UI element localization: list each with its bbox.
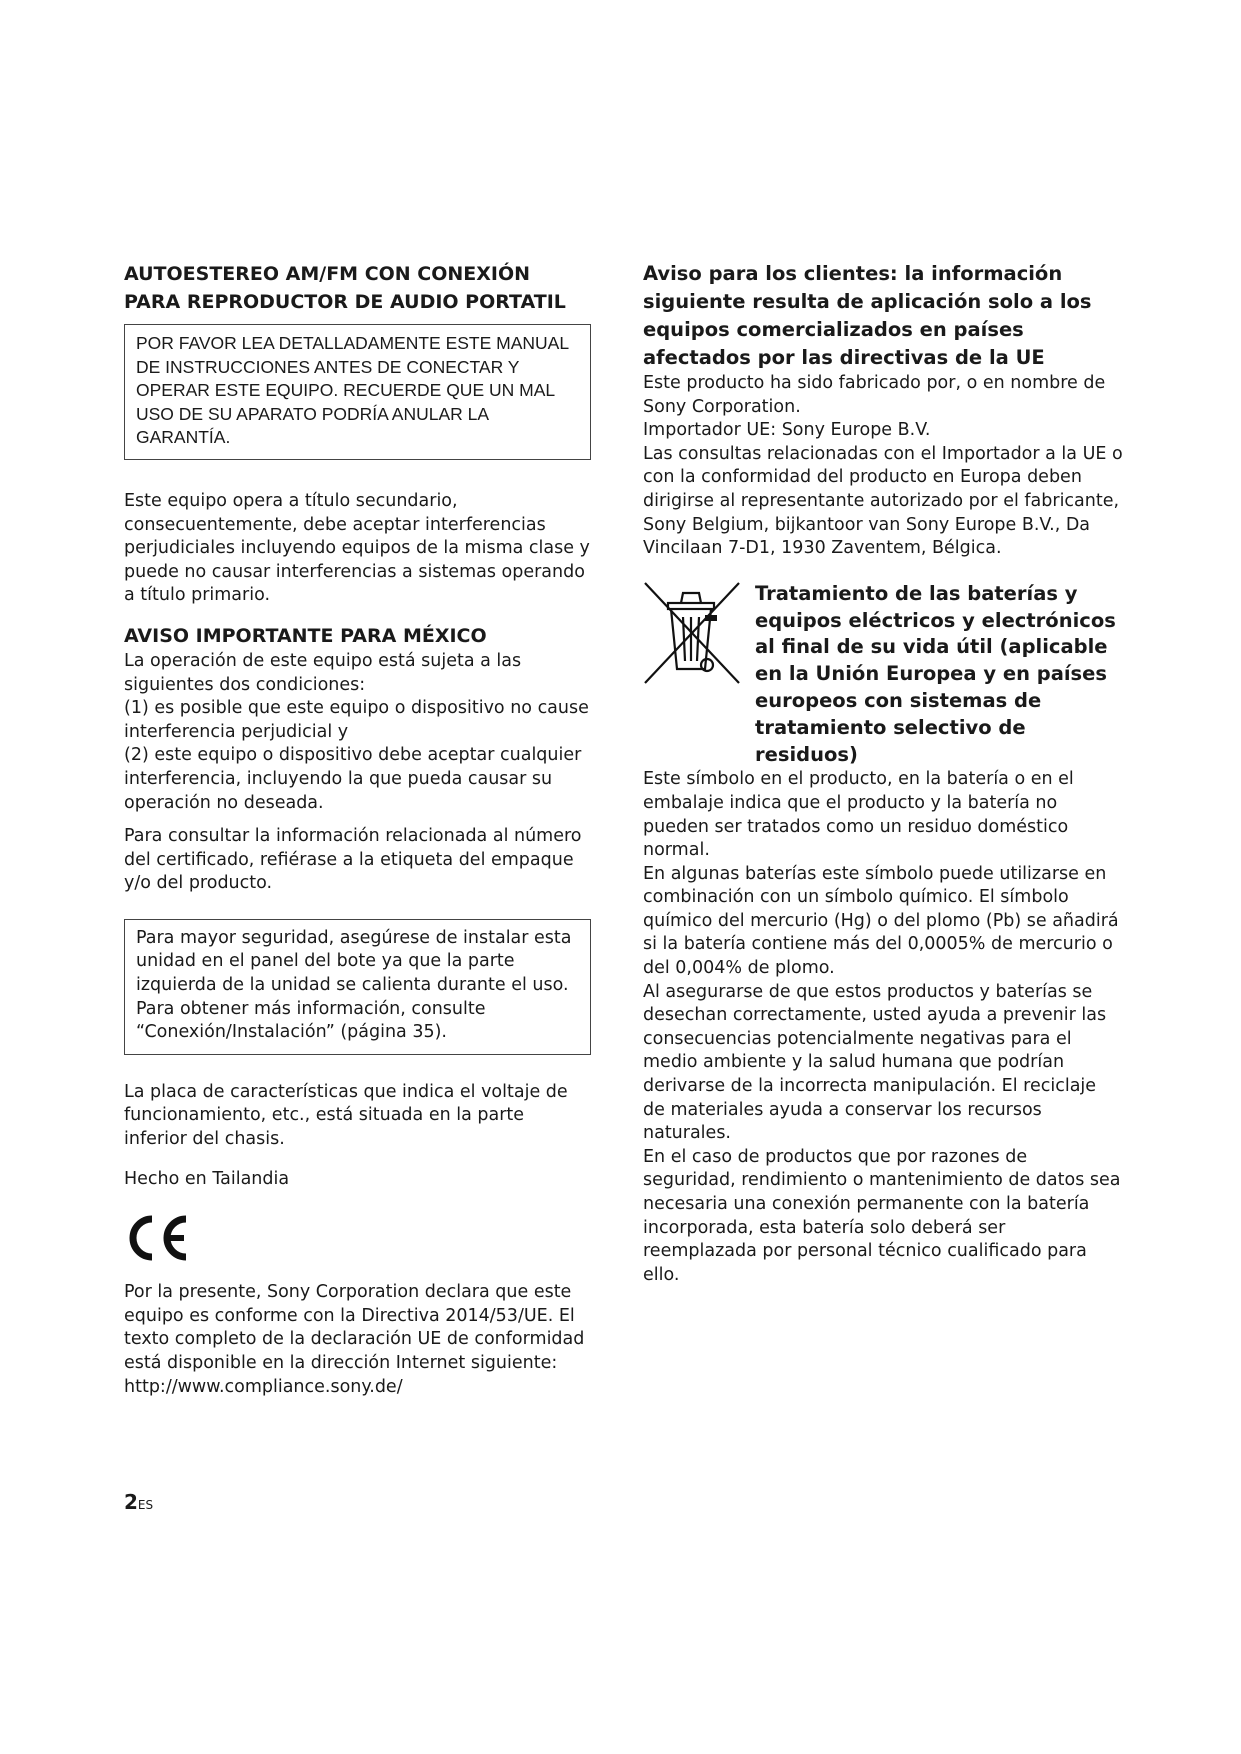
compliance-url: http://www.compliance.sony.de/: [124, 1376, 403, 1397]
right-column: [643, 260, 1123, 1287]
ce-mark-icon: [124, 1213, 591, 1263]
heading-eu-notice: Aviso para los clientes: la información siguiente resulta de aplicación solo a los equipos comercializados en países afectados por las directivas de la UE: [643, 262, 1092, 369]
safety-box-text: Para mayor seguridad, asegúrese de instalar esta unidad en el panel del bote ya que la parte izquierda de la unidad se calienta durante el uso. Para obtener más información, consulte “Conexión/Instalación” (página 35).: [136, 927, 572, 1043]
safety-box: [124, 919, 591, 1055]
weee-paragraph-4: En el caso de productos que por razones de seguridad, rendimiento o mantenimiento de datos sea necesaria una conexión permanente con la batería incorporada, esta batería solo deberá ser reemplazada por personal técnico cualificado para ello.: [643, 1146, 1121, 1285]
mexico-condition-1: (1) es posible que este equipo o dispositivo no cause interferencia perjudicial y: [124, 698, 589, 742]
mexico-condition-2: (2) este equipo o dispositivo debe aceptar cualquier interferencia, incluyendo la que pueda causar su operación no deseada.: [124, 745, 582, 813]
importer-text: Importador UE: Sony Europe B.V.: [643, 420, 931, 441]
left-column: [124, 260, 591, 1399]
made-in-text: Hecho en Tailandia: [124, 1168, 290, 1189]
weee-paragraph-2: En algunas baterías este símbolo puede utilizarse en combinación con un símbolo químico. El símbolo químico del mercurio (Hg) o del plomo (Pb) se añadirá si la batería contiene más del 0,0005% de mercurio o del 0,004% de plomo.: [643, 863, 1119, 979]
heading-aviso-mexico: AVISO IMPORTANTE PARA MÉXICO: [124, 624, 487, 647]
weee-paragraph-1: Este símbolo en el producto, en la batería o en el embalaje indica que el producto y la batería no pueden ser tratados como un residuo doméstico normal.: [643, 769, 1074, 861]
crossed-out-bin-icon: [643, 581, 741, 685]
weee-paragraph-3: Al asegurarse de que estos productos y baterías se desechan correctamente, usted ayuda a prevenir las consecuencias potencialmente negativas para el medio ambiente y la salud humana que podrían derivarse de la incorrecta manipulación. El reciclaje de materiales ayuda a conservar los recursos naturales.: [643, 981, 1107, 1144]
secondary-operation-text: Este equipo opera a título secundario, consecuentemente, debe aceptar interferencias perjudiciales incluyendo equipos de la misma clase y puede no causar interferencias a sistemas operando a título primario.: [124, 490, 590, 606]
mexico-intro: La operación de este equipo está sujeta a las siguientes dos condiciones:: [124, 650, 522, 695]
page-number: [124, 1490, 153, 1514]
weee-section-header: [643, 581, 1123, 769]
page-number-digit: 2: [124, 1490, 138, 1514]
page-language-code: ES: [137, 1498, 154, 1512]
rating-plate-text: La placa de características que indica el voltaje de funcionamiento, etc., está situada en la parte inferior del chasis.: [124, 1081, 568, 1150]
declaration-text: Por la presente, Sony Corporation declara que este equipo es conforme con la Directiva 2014/53/UE. El texto completo de la declaración UE de conformidad está disponible en la dirección Internet siguiente:: [124, 1282, 585, 1373]
manufacturer-text: Este producto ha sido fabricado por, o en nombre de Sony Corporation.: [643, 373, 1106, 417]
heading-autoestereo: AUTOESTEREO AM/FM CON CONEXIÓN PARA REPRODUCTOR DE AUDIO PORTATIL: [124, 263, 566, 313]
warning-box-text: POR FAVOR LEA DETALLADAMENTE ESTE MANUAL DE INSTRUCCIONES ANTES DE CONECTAR Y OPERAR ESTE EQUIPO. RECUERDE QUE UN MAL USO DE SU APARATO PODRÍA ANULAR LA GARANTÍA.: [136, 333, 569, 448]
inquiries-text: Las consultas relacionadas con el Importador a la UE o con la conformidad del producto en Europa deben dirigirse al representante autorizado por el fabricante, Sony Belgium, bijkantoor van Sony Europe B.V., Da Vincilaan 7-D1, 1930 Zaventem, Bélgica.: [643, 443, 1123, 559]
warning-box: [124, 324, 591, 460]
heading-weee: Tratamiento de las baterías y equipos eléctricos y electrónicos al final de su vida útil (aplicable en la Unión Europea y en países europeos con sistemas de tratamiento selectivo de residuos): [755, 581, 1116, 766]
certificate-text: Para consultar la información relacionada al número del certificado, refiérase a la etiqueta del empaque y/o del producto.: [124, 826, 582, 894]
ce-mark-label: CE: [124, 1213, 126, 1215]
